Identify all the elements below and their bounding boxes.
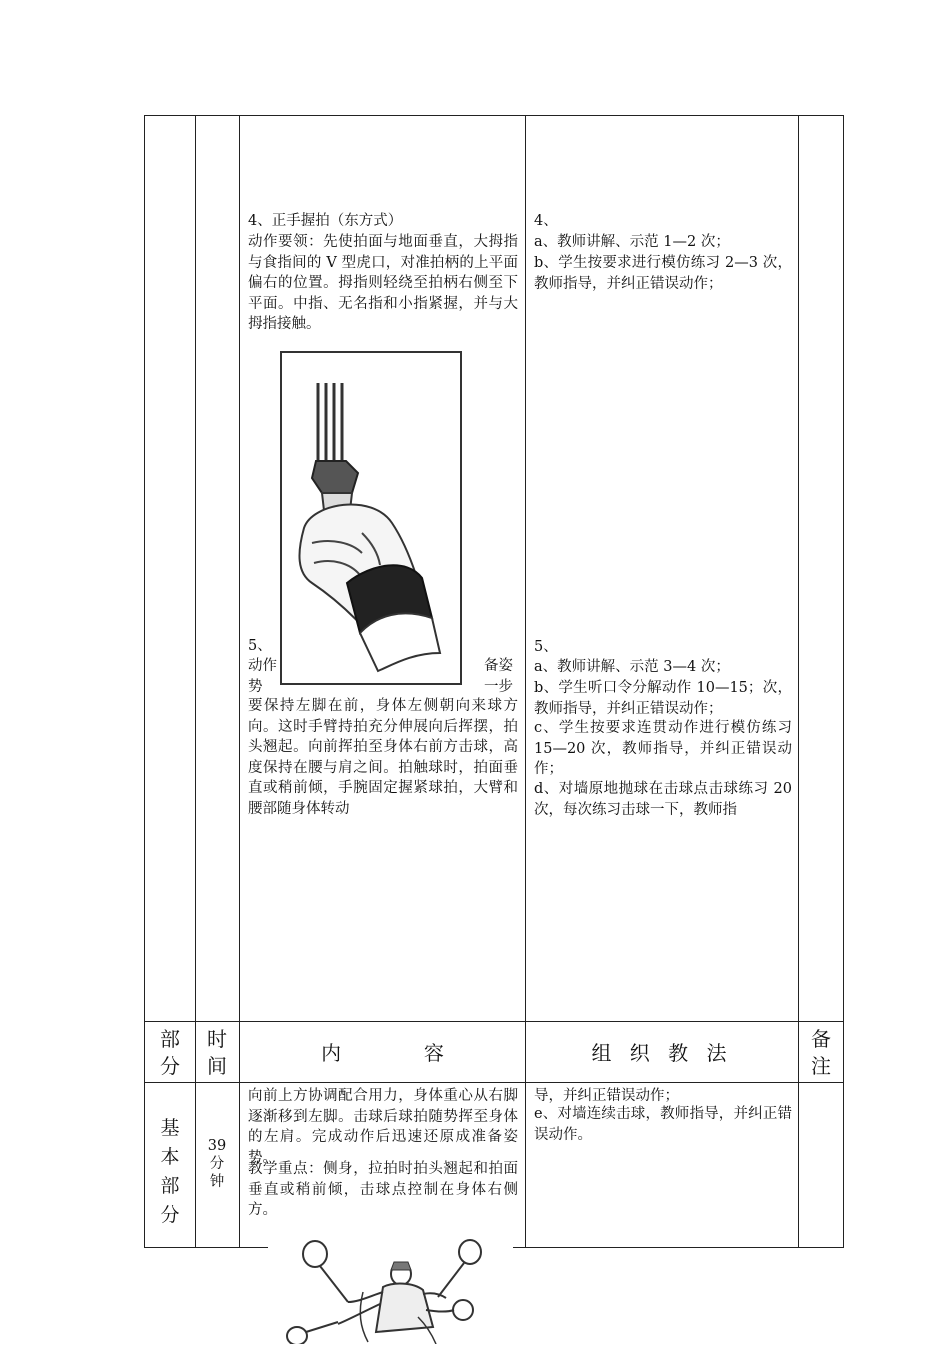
- basic-content-text: 向前上方协调配合用力，身体重心从右脚逐渐移到左脚。击球后球拍随势挥至身体的左肩。完成动作后迅速还原成准备姿势。: [248, 1088, 518, 1166]
- stroke-line2-left: 势: [248, 679, 263, 695]
- stroke-line1-right: 备姿: [484, 658, 513, 674]
- racket-grip-drawing: [282, 353, 460, 683]
- table-left-border: [144, 115, 145, 1248]
- part-column-divider: [195, 115, 196, 1248]
- header-method: 组 织 教 法: [591, 1041, 733, 1065]
- grip-method-number: 4、: [534, 213, 558, 229]
- stroke-number: 5、: [248, 638, 272, 654]
- basic-key-points: 教学重点：侧身，拉拍时拍头翘起和拍面垂直或稍前倾，击球点控制在身体右侧方。: [248, 1161, 518, 1218]
- basic-part-duration: 39分钟: [207, 1138, 227, 1190]
- header-time: 时间: [207, 1027, 227, 1078]
- grip-title: 4、正手握拍（东方式）: [248, 213, 403, 229]
- content-column-divider: [525, 115, 526, 1248]
- grip-illustration: [280, 351, 462, 685]
- grip-method-step-b: b、学生按要求进行模仿练习 2—3 次，教师指导，并纠正错误动作；: [534, 255, 792, 292]
- basic-part-label: 基本部分: [160, 1117, 180, 1226]
- player-swing-drawing: [268, 1232, 513, 1344]
- stroke-line2-right: 一步: [484, 679, 513, 695]
- header-row-top-border: [144, 1021, 844, 1022]
- basic-method-continued: 导，并纠正错误动作；: [534, 1088, 679, 1104]
- header-row-bottom-border: [144, 1082, 844, 1083]
- grip-method-step-a: a、教师讲解、示范 1—2 次；: [534, 234, 730, 250]
- stroke-description: 要保持左脚在前，身体左侧朝向来球方向。这时手臂持拍充分伸展向后挥摆，拍头翘起。向前挥拍至身体右前方击球，高度保持在腰与肩之间。拍触球时，拍面垂直或稍前倾，手腕固定握紧球拍，大臂和腰部随身体转动: [248, 698, 518, 817]
- time-column-divider: [239, 115, 240, 1248]
- header-content: 内 容: [321, 1041, 444, 1065]
- stroke-line1-left: 动作: [248, 658, 277, 674]
- grip-description: 动作要领：先使拍面与地面垂直，大拇指与食指间的 V 型虎口，对准拍柄的上平面偏右的位置。拇指则轻绕至拍柄右侧至下平面。中指、无名指和小指紧握，并与大拇指接触。: [248, 234, 518, 332]
- method-column-divider: [798, 115, 799, 1248]
- table-top-border: [144, 115, 844, 116]
- header-notes: 备注: [811, 1027, 831, 1078]
- stroke-method-step-d: d、对墙原地抛球在击球点击球练习 20 次，每次练习击球一下，教师指: [534, 781, 792, 818]
- header-part: 部分: [160, 1027, 180, 1078]
- stroke-method-step-c: c、学生按要求连贯动作进行模仿练习 15—20 次，教师指导，并纠正错误动作；: [534, 720, 792, 777]
- stroke-method-step-b: b、学生听口令分解动作 10—15；次，教师指导，并纠正错误动作；: [534, 680, 792, 717]
- table-right-border: [843, 115, 844, 1248]
- stroke-method-step-a: a、教师讲解、示范 3—4 次；: [534, 659, 730, 675]
- stroke-method-number: 5、: [534, 639, 558, 655]
- basic-method-step-e: e、对墙连续击球，教师指导，并纠正错误动作。: [534, 1106, 792, 1143]
- stroke-sequence-illustration: [268, 1232, 513, 1344]
